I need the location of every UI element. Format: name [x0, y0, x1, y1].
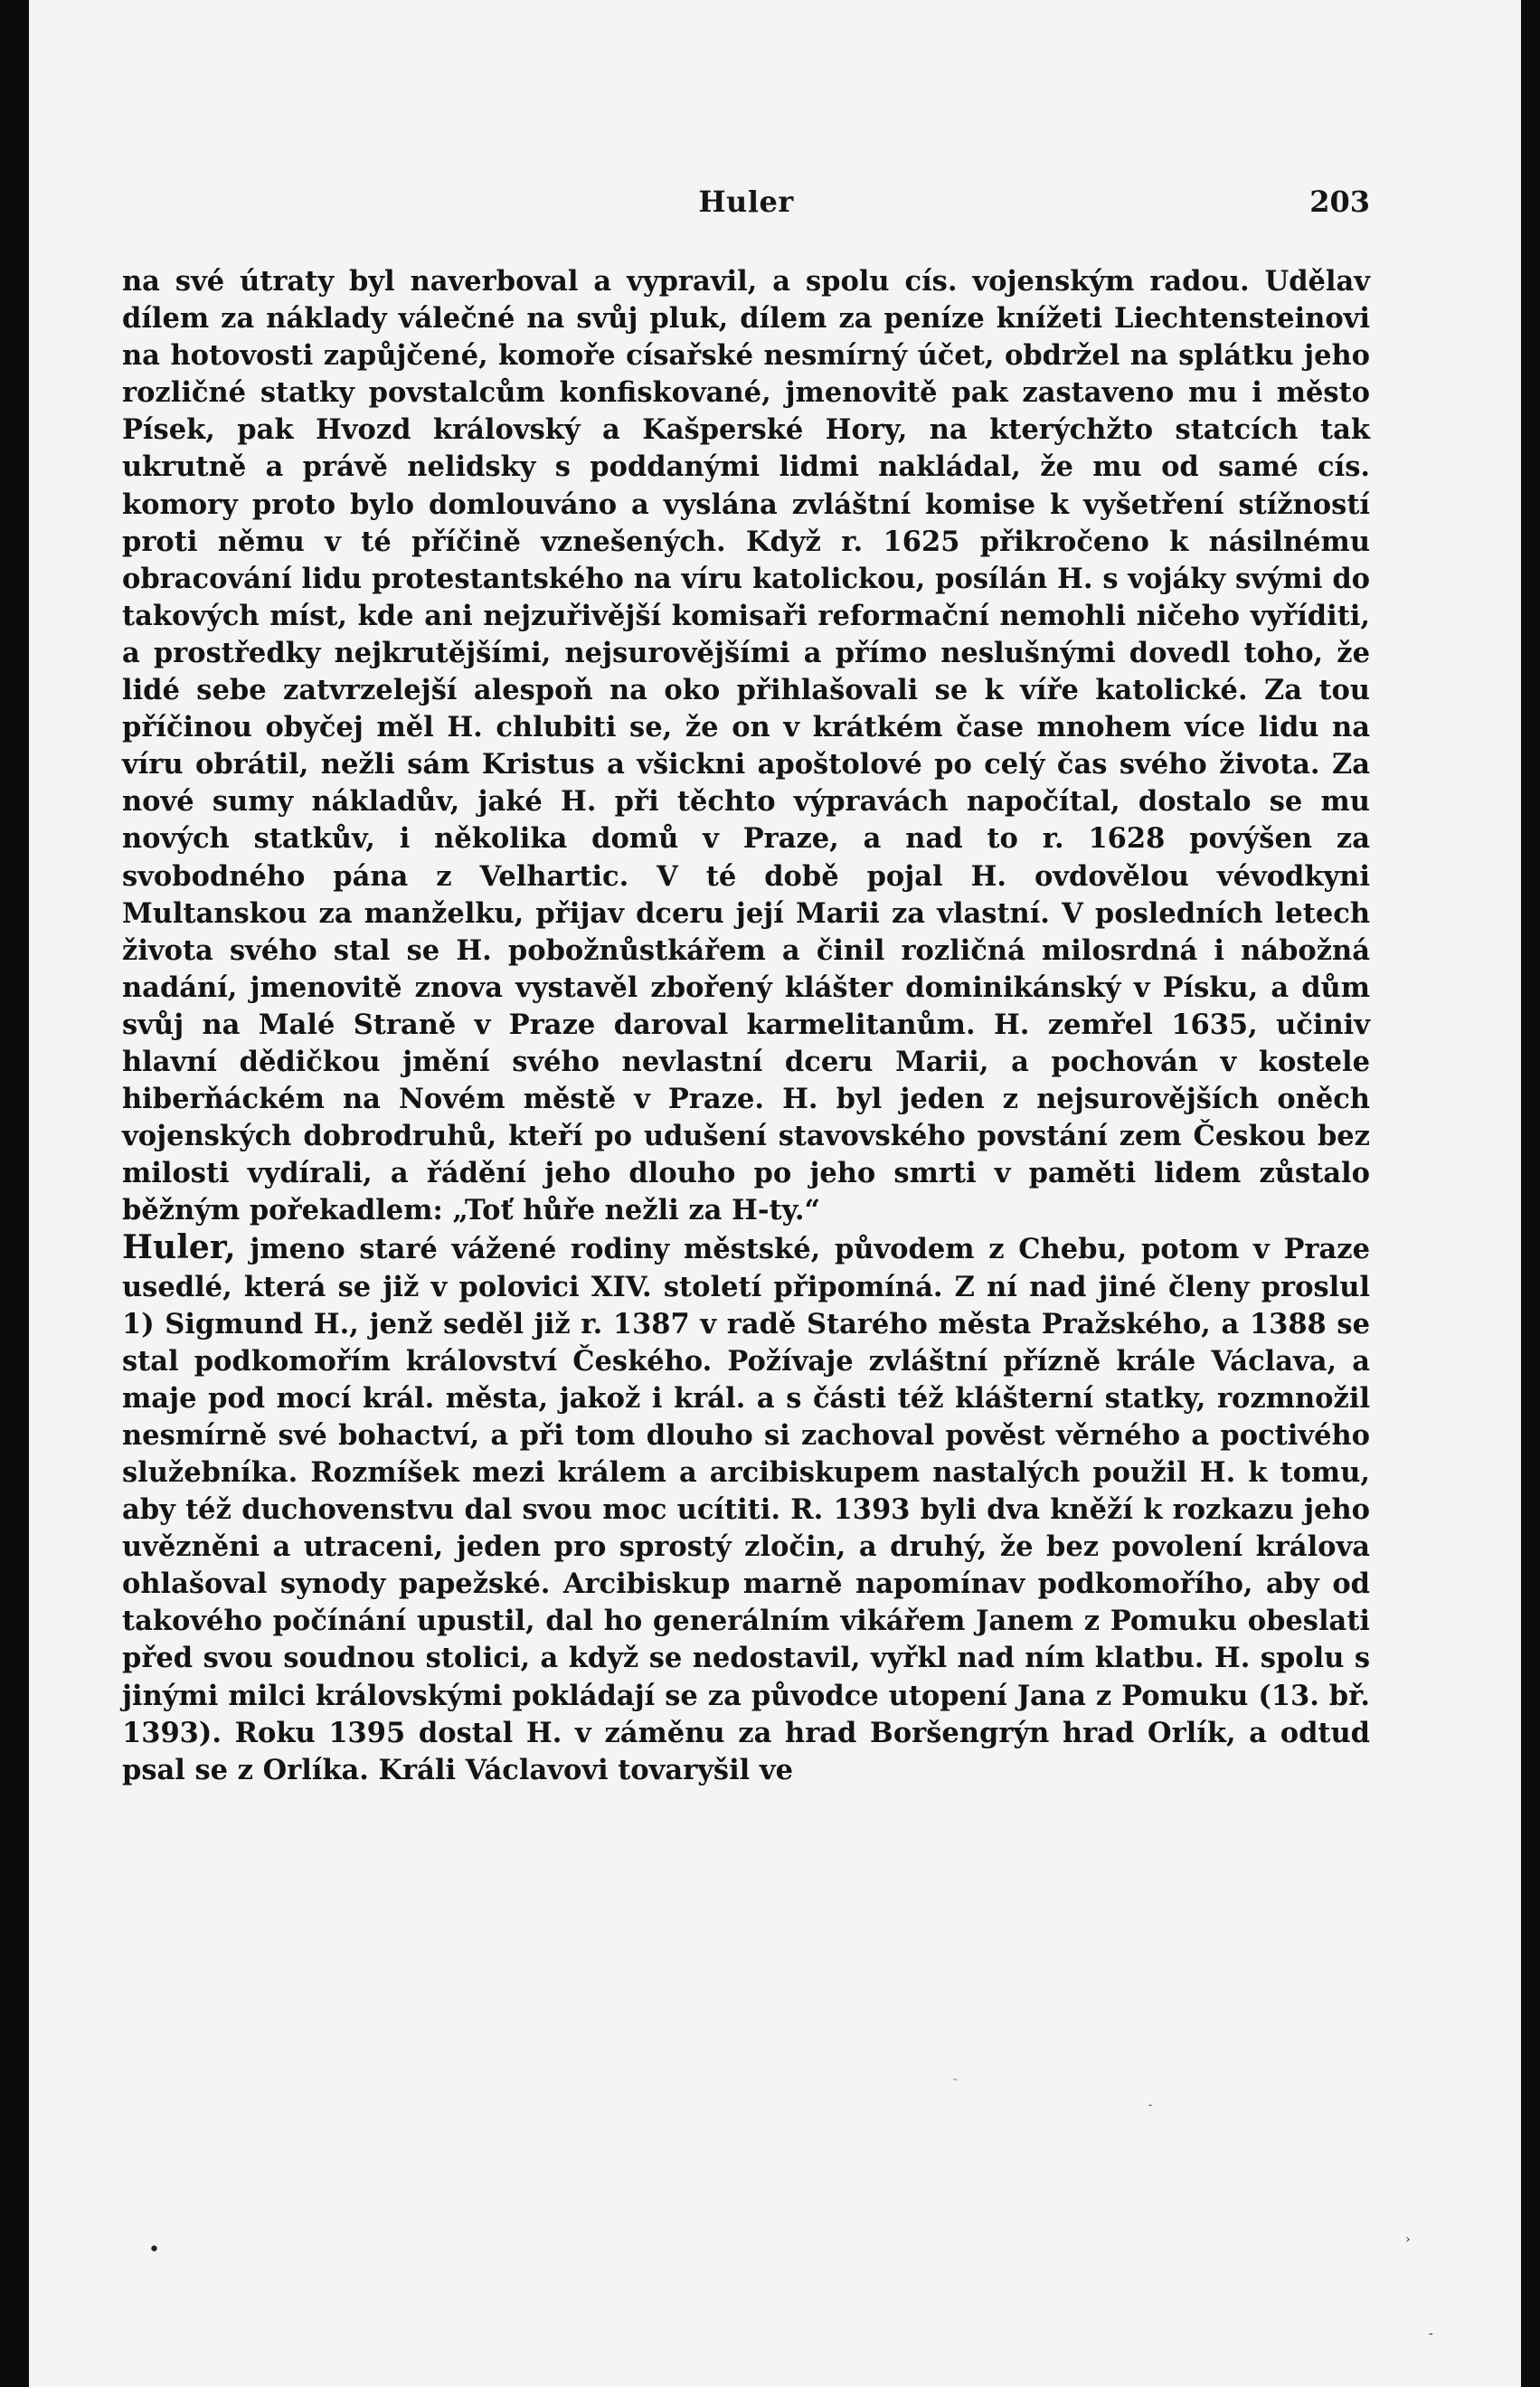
- dictionary-entry: [122, 1229, 1370, 1788]
- book-page: [29, 0, 1521, 2387]
- entry-headword: Huler,: [122, 1228, 236, 1267]
- ink-speck: ›: [1405, 2232, 1411, 2247]
- page-number: 203: [1309, 185, 1370, 219]
- page-header: [122, 185, 1370, 226]
- ink-speck: -: [1148, 2098, 1153, 2111]
- ink-speck: ᵕ: [953, 2074, 958, 2087]
- ink-speck: -: [1429, 2326, 1433, 2341]
- entry-text: jmeno staré vážené rodiny městské, původem z Chebu, potom v Praze usedlé, která se již v polovici XIV. století připomíná. Z ní nad jiné členy proslul 1) Sigmund H., jenž seděl již r. 1387 v radě Starého města Pražského, a 1388 se stal podkomořím království Českého. Požívaje zvláštní přízně krále Václava, a maje pod mocí král. města, jakož i král. a s části též klášterní statky, rozmnožil nesmírně své bohactví, a při tom dlouho si zachoval pověst věrného a poctivého služebníka. Rozmíšek mezi králem a arcibiskupem nastalých použil H. k tomu, aby též duchovenstvu dal svou moc ucítiti. R. 1393 byli dva kněží k rozkazu jeho uvězněni a utraceni, jeden pro sprostý zločin, a druhý, že bez povolení králova ohlašoval synody papežské. Arcibiskup marně napomínav podkomořího, aby od takového počínání upustil, dal ho generálním vikářem Janem z Pomuku obeslati před svou soudnou stolici, a když se nedostavil, vyřkl nad ním klatbu. H. spolu s jinými milci královskými pokládají se za původce utopení Jana z Pomuku (13. bř. 1393). Roku 1395 dostal H. v záměnu za hrad Boršengrýn hrad Orlík, a odtud psal se z Orlíka. Králi Václavovi tovaryšil ve: [122, 1233, 1370, 1786]
- ink-speck: •: [148, 2239, 160, 2261]
- body-text: [122, 263, 1370, 1789]
- paragraph-continuation: na své útraty byl naverboval a vypravil, a spolu cís. vojenským radou. Udělav dílem za náklady válečné na svůj pluk, dílem za peníze knížeti Liechtensteinovi na hotovosti zapůjčené, komoře císařské nesmírný účet, obdržel na splátku jeho rozličné statky povstalcům konfiskované, jmenovitě pak zastaveno mu i město Písek, pak Hvozd královský a Kašperské Hory, na kterýchžto statcích tak ukrutně a právě nelidsky s poddanými lidmi nakládal, že mu od samé cís. komory proto bylo domlouváno a vyslána zvláštní komise k vyšetření stížností proti němu v té příčině vznešených. Když r. 1625 přikročeno k násilnému obracování lidu protestantského na víru katolickou, posílán H. s vojáky svými do takových míst, kde ani nejzuřivější komisaři reformační nemohli ničeho vyříditi, a prostředky nejkrutějšími, nejsurovějšími a přímo neslušnými dovedl toho, že lidé sebe zatvrzelejší alespoň na oko přihlašovali se k víře katolické. Za tou příčinou obyčej měl H. chlubiti se, že on v krátkém čase mnohem více lidu na víru obrátil, nežli sám Kristus a všickni apoštolové po celý čas svého života. Za nové sumy nákladův, jaké H. při těchto výpravách napočítal, dostalo se mu nových statkův, i několika domů v Praze, a nad to r. 1628 povýšen za svobodného pána z Velhartic. V té době pojal H. ovdovělou vévodkyni Multanskou za manželku, přijav dceru její Marii za vlastní. V posledních letech života svého stal se H. pobožnůstkářem a činil rozličná milosrdná i nábožná nadání, jmenovitě znova vystavěl zbořený klášter dominikánský v Písku, a dům svůj na Malé Straně v Praze daroval karmelitanům. H. zemřel 1635, učiniv hlavní dědičkou jmění svého nevlastní dceru Marii, a pochován v kostele hiberňáckém na Novém městě v Praze. H. byl jeden z nejsurovějších oněch vojenských dobrodruhů, kteří po udušení stavovského povstání zem Českou bez milosti vydírali, a řádění jeho dlouho po jeho smrti v paměti lidem zůstalo běžným pořekadlem: „Toť hůře nežli za H-ty.“: [122, 265, 1370, 1227]
- running-head: Huler: [698, 185, 794, 219]
